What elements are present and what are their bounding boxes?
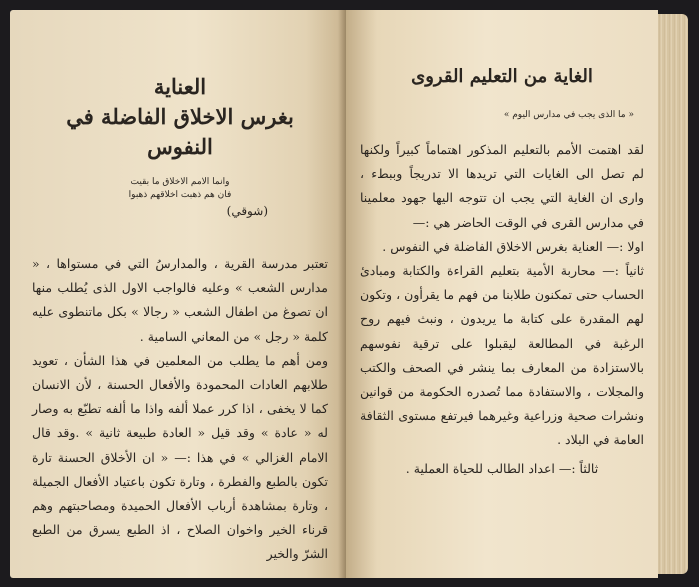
left-paragraph-2: ومن أهم ما يطلب من المعلمين في هذا الشأن ، تعويد طلابهم العادات المحمودة والأفعال الحسنة ، لأن الانسان كما لا يخفى ، اذا كرر عملا ألفه واذا ما ألفه تطبّع به وصار له « عادة » وقد قيل « العادة طبيعة ثانية » .وقد قال الامام الغزالي » في هذا :— « ان الأخلاق الحسنة تارة تكون بالطبع والفطرة ، وتارة تكون باعتياد الأفعال الجميلة ، وتارة بمشاهدة أرباب الأفعال الحميدة ومصاحبتهم وهم قرناء الخير واخوان الصلاح ، اذ الطبع يسرق من الطبع الشرّ والخير: [32, 352, 328, 562]
left-paragraph-1: تعتبر مدرسة القرية ، والمدارسُ التي في مستواها ، « مدارس الشعب » وعليه فالواجب الاول الذى يُطلب منها ان تصوغ من اطفال الشعب « رجالا » بكل ماتنطوى عليه كلمة « رجل » من المعاني السامية .: [32, 256, 328, 344]
left-title-line1: العناية: [153, 74, 207, 99]
right-subtitle: « ما الذى يجب في مدارس اليوم »: [503, 110, 634, 120]
right-item-2: ثانياً :— محاربة الأمية بتعليم القراءة والكتابة ومبادئ الحساب حتى تمكنون طلابنا من فهم ما يقرأون ، وتكون لهم المقدرة على كتابة ما يريدون ، ونبث فيهم روح الرغبة في المطالعة ليقبلوا على ترقية نفوسهم بالاستزادة من المعارف بما ينشر في الصحف والكتب والمجلات ، والاستفادة مما تُصدره الحكومة من قوانين ونشرات صحية وزراعية وغيرهما فيرتفع مستوى الثقافة العامة في البلاد .: [360, 263, 644, 448]
right-paragraph-1: لقد اهتمت الأمم بالتعليم المذكور اهتماماً كبيراً ولكنها لم تصل الى الغايات التي تريدها الا تدريجاً وببطء ، وارى ان الغاية التي يجب ان تتوجه اليها جهود معلمينا في مدارس القرى في الوقت الحاضر هي :—: [360, 142, 644, 230]
right-item-1: اولا :— العناية بغرس الاخلاق الفاضلة في النفوس .: [382, 238, 644, 254]
right-page: [346, 10, 658, 578]
right-item-3: ثالثاً :— اعداد الطالب للحياة العملية .: [405, 460, 599, 476]
open-book: [8, 10, 692, 578]
poem-line-2: فان هم ذهبت اخلاقهم ذهبوا: [128, 190, 232, 200]
poem-epigraph: [32, 176, 328, 202]
left-page: [10, 10, 346, 578]
page-edges: [658, 14, 688, 574]
right-title: الغاية من التعليم القروى: [411, 66, 593, 87]
left-title-line2: بغرس الاخلاق الفاضلة في النفوس: [66, 104, 294, 159]
poem-line-1: وانما الامم الاخلاق ما بقيت: [130, 177, 230, 187]
poem-attribution: (شوقي): [226, 204, 268, 218]
